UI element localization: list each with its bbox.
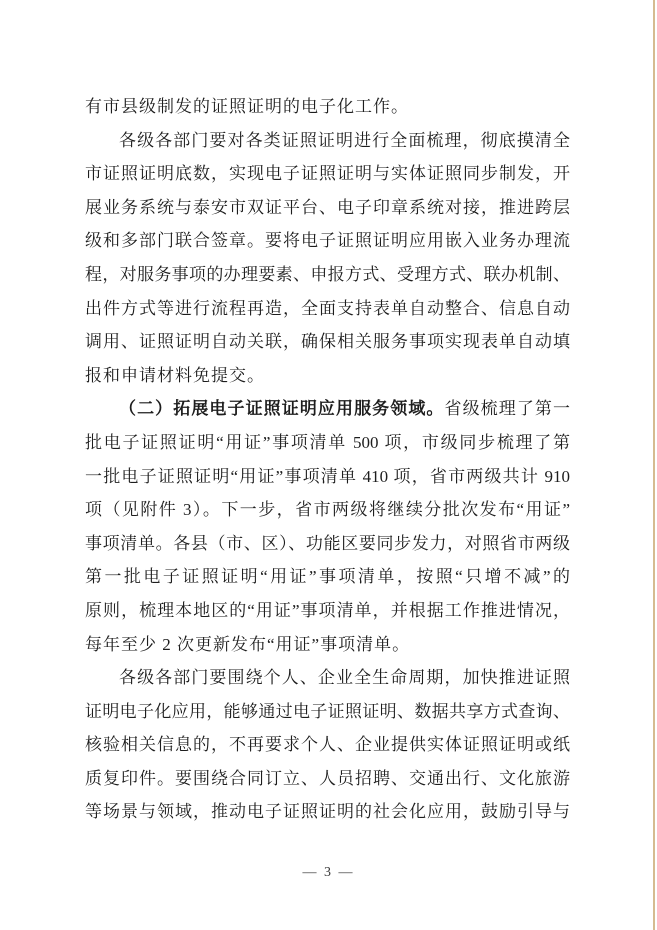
text-line: 每年至少 2 次更新发布“用证”事项清单。 (85, 634, 411, 654)
text-line: 第一批电子证照证明“用证”事项清单，按照“只增不减”的 (85, 567, 570, 587)
text-line: 程，对服务事项的办理要素、申报方式、受理方式、联办机制、 (85, 264, 570, 284)
text-line: 市证照证明底数，实现电子证照证明与实体证照同步制发，开 (85, 164, 570, 184)
text-line: 证明电子化应用，能够通过电子证照证明、数据共享方式查询、 (85, 701, 570, 721)
document-text-block (85, 90, 570, 829)
text-line: 展业务系统与泰安市双证平台、电子印章系统对接，推进跨层 (85, 197, 570, 217)
section-heading: （二）拓展电子证照证明应用服务领域。 (119, 399, 445, 419)
text-line-continuation: 省级梳理了第一 (444, 399, 570, 419)
text-line: 级和多部门联合签章。要将电子证照证明应用嵌入业务办理流 (85, 231, 570, 251)
text-line: 调用、证照证明自动关联，确保相关服务事项实现表单自动填 (85, 332, 570, 352)
text-line: 质复印件。要围绕合同订立、人员招聘、交通出行、文化旅游 (85, 768, 570, 788)
text-line: 项（见附件 3）。下一步，省市两级将继续分批次发布“用证” (85, 500, 570, 520)
page-edge-line (653, 0, 655, 930)
text-line: 批电子证照证明“用证”事项清单 500 项，市级同步梳理了第 (85, 432, 570, 452)
text-line: 核验相关信息的，不再要求个人、企业提供实体证照证明或纸 (85, 735, 570, 755)
text-line: 等场景与领域，推动电子证照证明的社会化应用，鼓励引导与 (85, 802, 570, 822)
page-number: — 3 — (302, 865, 355, 880)
text-line: 事项清单。各县（市、区）、功能区要同步发力，对照省市两级 (85, 533, 570, 553)
text-line (85, 392, 570, 426)
text-line: 出件方式等进行流程再造，全面支持表单自动整合、信息自动 (85, 298, 570, 318)
text-line: 各级各部门要对各类证照证明进行全面梳理，彻底摸清全 (119, 130, 570, 150)
text-line: 有市县级制发的证照证明的电子化工作。 (85, 97, 409, 116)
text-line: 各级各部门要围绕个人、企业全生命周期，加快推进证照 (119, 668, 570, 688)
text-line: 报和申请材料免提交。 (85, 365, 265, 385)
text-line: 原则，梳理本地区的“用证”事项清单，并根据工作推进情况， (85, 600, 570, 620)
text-line: 一批电子证照证明“用证”事项清单 410 项，省市两级共计 910 (85, 466, 570, 486)
